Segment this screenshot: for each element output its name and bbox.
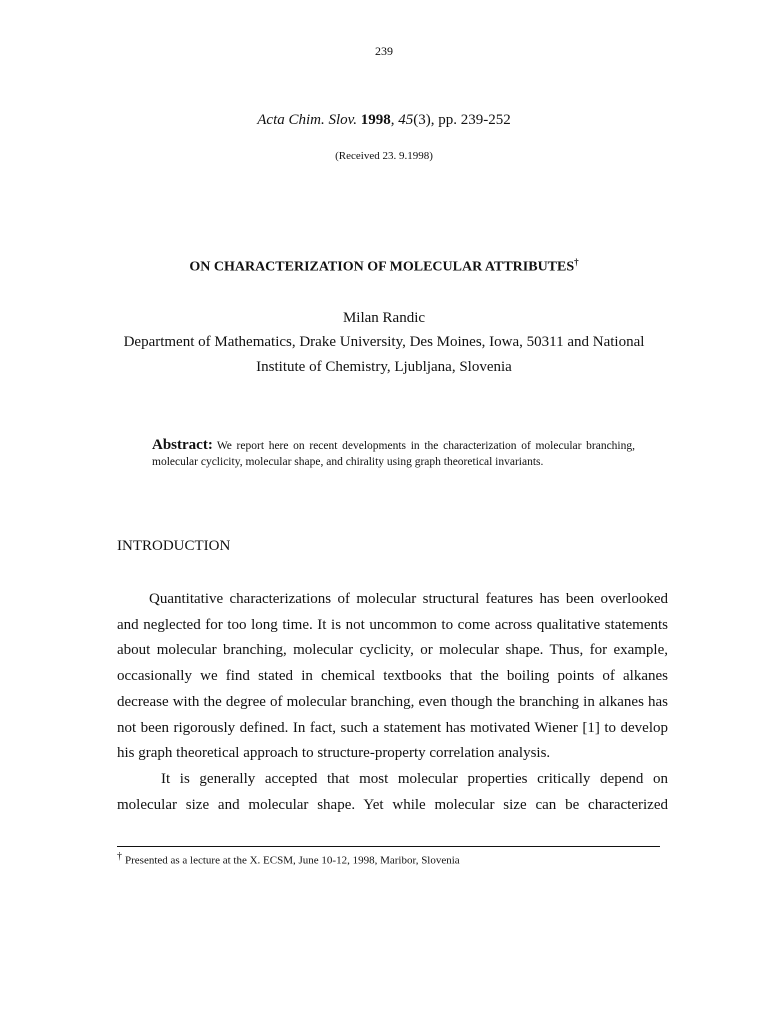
citation-year: 1998	[360, 112, 391, 128]
body-text	[117, 587, 668, 818]
paper-title	[0, 257, 768, 276]
author-name: Milan Randic	[342, 310, 426, 326]
section-heading-introduction: INTRODUCTION	[117, 538, 231, 554]
journal-citation: Acta Chim. Slov. 1998, 45(3), pp. 239-252	[257, 112, 511, 128]
received-date: (Received 23. 9.1998)	[335, 150, 433, 162]
paragraph: It is generally accepted that most molecular properties critically depend on molecular size and molecular shape. Yet while molecular size can be characterized	[117, 770, 668, 813]
citation-volume: 45	[398, 112, 414, 128]
paragraph: Quantitative characterizations of molecular structural features has been overlooked and neglected for too long time. It is not uncommon to come across qualitative statements about molecular branching, molecular cyclicity, or molecular shape. Thus, for example, occasionally we find stated in chemical textbooks that the boiling points of alkanes decrease with the degree of molecular branching, even though the branching in alkanes has not been rigorously defined. In fact, such a statement has motivated Wiener [1] to develop his graph theoretical approach to structure-property correlation analysis.	[117, 591, 668, 762]
abstract-label: Abstract:	[152, 437, 213, 453]
footnote-mark: †	[117, 851, 122, 862]
abstract-text: We report here on recent developments in the characterization of molecular branching, molecular cyclicity, molecular shape, and chirality using graph theoretical invariants.	[152, 440, 635, 468]
footnote-text: Presented as a lecture at the X. ECSM, June 10-12, 1998, Maribor, Slovenia	[125, 854, 460, 867]
footnote-divider	[117, 846, 660, 847]
title-footnote-mark: †	[574, 257, 579, 267]
affiliation-line-2: Institute of Chemistry, Ljubljana, Slovenia	[256, 359, 512, 375]
citation-issue-pages: (3), pp. 239-252	[413, 112, 511, 128]
footnote	[117, 851, 460, 867]
journal-name: Acta Chim. Slov.	[257, 112, 357, 128]
page-number: 239	[375, 44, 393, 58]
paper-title-text: ON CHARACTERIZATION OF MOLECULAR ATTRIBUTES	[189, 259, 575, 275]
abstract	[152, 437, 635, 470]
affiliation-line-1: Department of Mathematics, Drake University, Des Moines, Iowa, 50311 and National	[123, 334, 645, 350]
